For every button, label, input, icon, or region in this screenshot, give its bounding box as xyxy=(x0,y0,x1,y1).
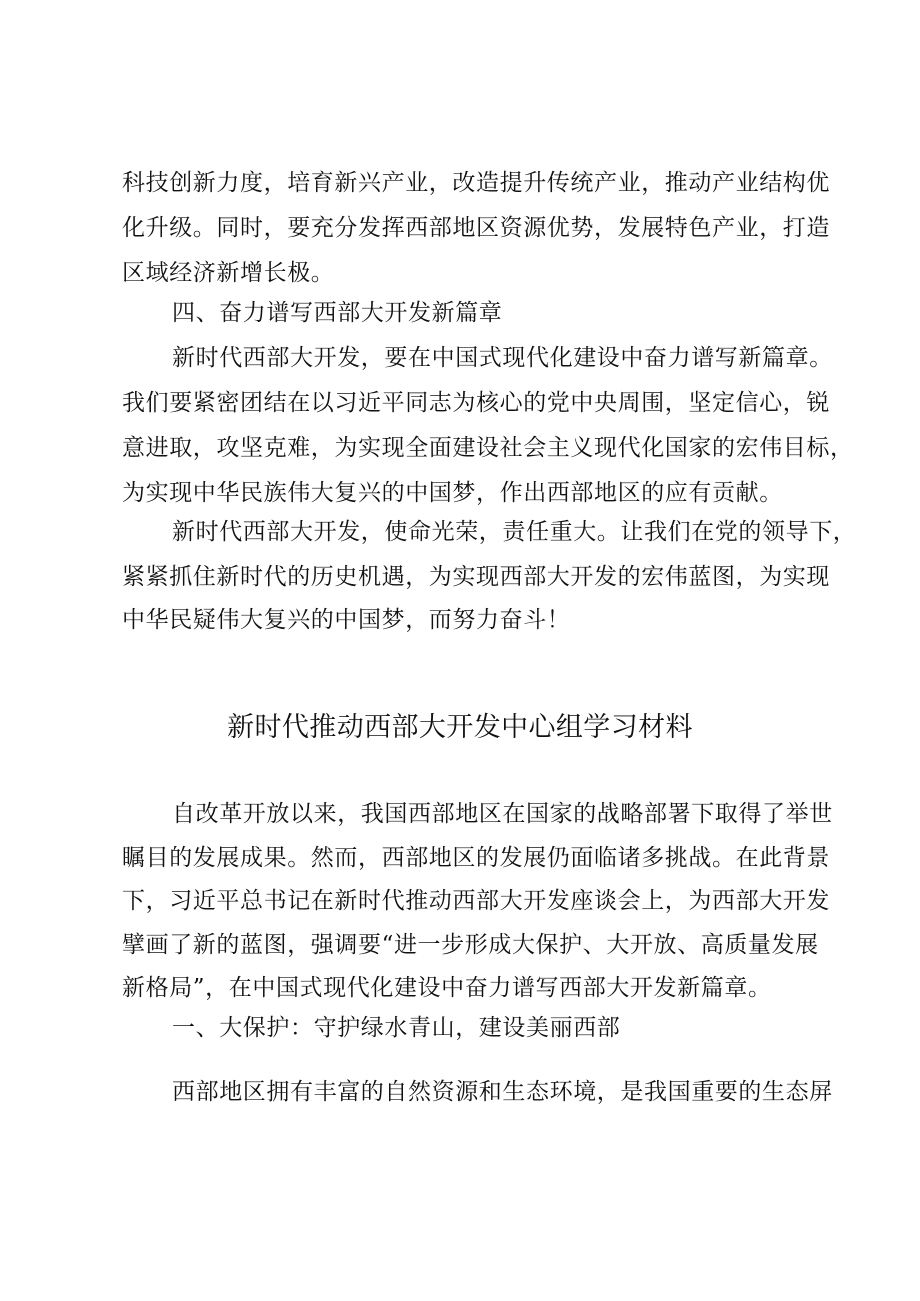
section-heading-4: 四、奋力谱写西部大开发新篇章 xyxy=(172,300,503,326)
paragraph-line: 自改革开放以来，我国西部地区在国家的战略部署下取得了举世 xyxy=(172,801,833,827)
paragraph-line: 瞩目的发展成果。然而，西部地区的发展仍面临诸多挑战。在此背景 xyxy=(122,845,830,871)
document-title: 新时代推动西部大开发中心组学习材料 xyxy=(227,712,693,743)
paragraph-line: 为实现中华民族伟大复兴的中国梦，作出西部地区的应有贡献。 xyxy=(122,480,783,506)
paragraph-line: 西部地区拥有丰富的自然资源和生态环境，是我国重要的生态屏 xyxy=(172,1079,833,1105)
paragraph-line: 擘画了新的蓝图，强调要“进一步形成大保护、大开放、高质量发展 xyxy=(122,932,819,958)
paragraph-line: 新时代西部大开发，要在中国式现代化建设中奋力谱写新篇章。 xyxy=(172,345,833,371)
paragraph-line: 意进取，攻坚克难，为实现全面建设社会主义现代化国家的宏伟目标， xyxy=(122,435,854,461)
paragraph-line: 新格局”，在中国式现代化建设中奋力谱写西部大开发新篇章。 xyxy=(122,975,772,1001)
paragraph-line: 我们要紧密团结在以习近平同志为核心的党中央周围，坚定信心，锐 xyxy=(122,390,830,416)
paragraph-line: 科技创新力度，培育新兴产业，改造提升传统产业，推动产业结构优 xyxy=(122,170,830,196)
paragraph-line: 中华民疑伟大复兴的中国梦，而努力奋斗！ xyxy=(122,607,571,633)
section-heading-1: 一、大保护：守护绿水青山，建设美丽西部 xyxy=(172,1015,621,1041)
paragraph-line: 新时代西部大开发，使命光荣，责任重大。让我们在党的领导下， xyxy=(172,519,857,545)
paragraph-line: 化升级。同时，要充分发挥西部地区资源优势，发展特色产业，打造 xyxy=(122,215,830,241)
paragraph-line: 区域经济新增长极。 xyxy=(122,260,335,286)
paragraph-line: 紧紧抓住新时代的历史机遇，为实现西部大开发的宏伟蓝图，为实现 xyxy=(122,564,830,590)
paragraph-line: 下，习近平总书记在新时代推动西部大开发座谈会上，为西部大开发 xyxy=(122,888,830,914)
